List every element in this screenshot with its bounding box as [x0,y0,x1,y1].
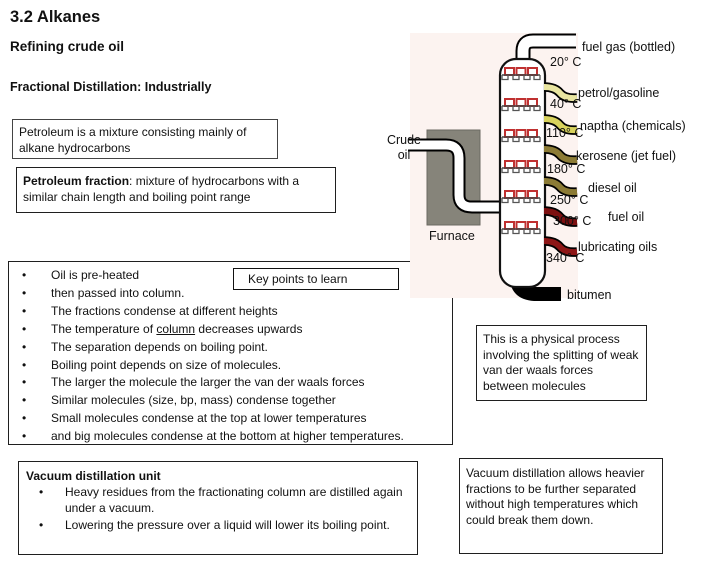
page-title: 3.2 Alkanes [10,8,101,26]
vacuum-distillation-box [18,461,418,555]
list-item: • Oil is pre-heated [9,267,452,285]
key-points-label: Key points to learn [248,272,348,286]
fraction-label: lubricating oils [578,240,658,254]
list-item: • The larger the molecule the larger the van der waals forces [9,374,452,392]
petroleum-fraction-term: Petroleum fraction [23,174,130,188]
distillation-diagram [385,25,705,310]
temp-label: 340° C [546,251,585,265]
physical-process-note: This is a physical process involving the splitting of weak van der waals forces between molecules [476,325,647,401]
fraction-label: petrol/gasoline [578,86,660,100]
underlined-word: column [156,321,196,336]
temp-label: 300° C [553,214,592,228]
vacuum-box-list [19,485,417,533]
page-subtitle: Refining crude oil [10,39,125,54]
fraction-label: fuel gas (bottled) [582,40,676,54]
list-item: • Lowering the pressure over a liquid will lower its boiling point. [19,518,417,534]
furnace-label: Furnace [429,229,475,243]
list-item: • and big molecules condense at the bottom at higher temperatures. [9,428,452,446]
fraction-label: diesel oil [588,181,637,195]
petroleum-definition-text: Petroleum is a mixture consisting mainly of alkane hydrocarbons [19,125,247,155]
temp-label: 110° C [546,126,584,140]
petroleum-definition-box [12,119,278,159]
list-item: • Small molecules condense at the top at lower temperatures [9,410,452,428]
temp-label: 20° C [550,55,582,69]
list-item: • Heavy residues from the fractionating column are distilled again under a vacuum. [19,485,417,517]
temp-label: 180° C [547,162,586,176]
list-item: • Boiling point depends on size of molecules. [9,357,452,375]
list-item: • The fractions condense at different heights [9,303,452,321]
list-item: • The separation depends on boiling point. [9,339,452,357]
list-item: • Similar molecules (size, bp, mass) condense together [9,392,452,410]
section-heading: Fractional Distillation: Industrially [10,80,212,94]
temp-label: 250° C [550,193,589,207]
crude-oil-label: Crude [386,133,422,147]
list-item: • The temperature of column decreases upwards [9,321,452,339]
fraction-label: bitumen [567,288,612,302]
petroleum-fraction-definition: : mixture of hydrocarbons with a similar chain length and boiling point range [23,174,300,204]
vacuum-box-title: Vacuum distillation unit [26,469,161,483]
vacuum-note-box: Vacuum distillation allows heavier fractions to be further separated without high temperatures which could break them down. [459,458,663,554]
fraction-label: kerosene (jet fuel) [576,149,677,163]
fraction-label: naptha (chemicals) [580,119,686,133]
temp-label: 40° C [550,97,582,111]
petroleum-fraction-box [16,167,336,213]
list-item: • then passed into column. [9,285,452,303]
fraction-label: fuel oil [608,210,645,224]
crude-oil-label: oil [397,148,411,162]
